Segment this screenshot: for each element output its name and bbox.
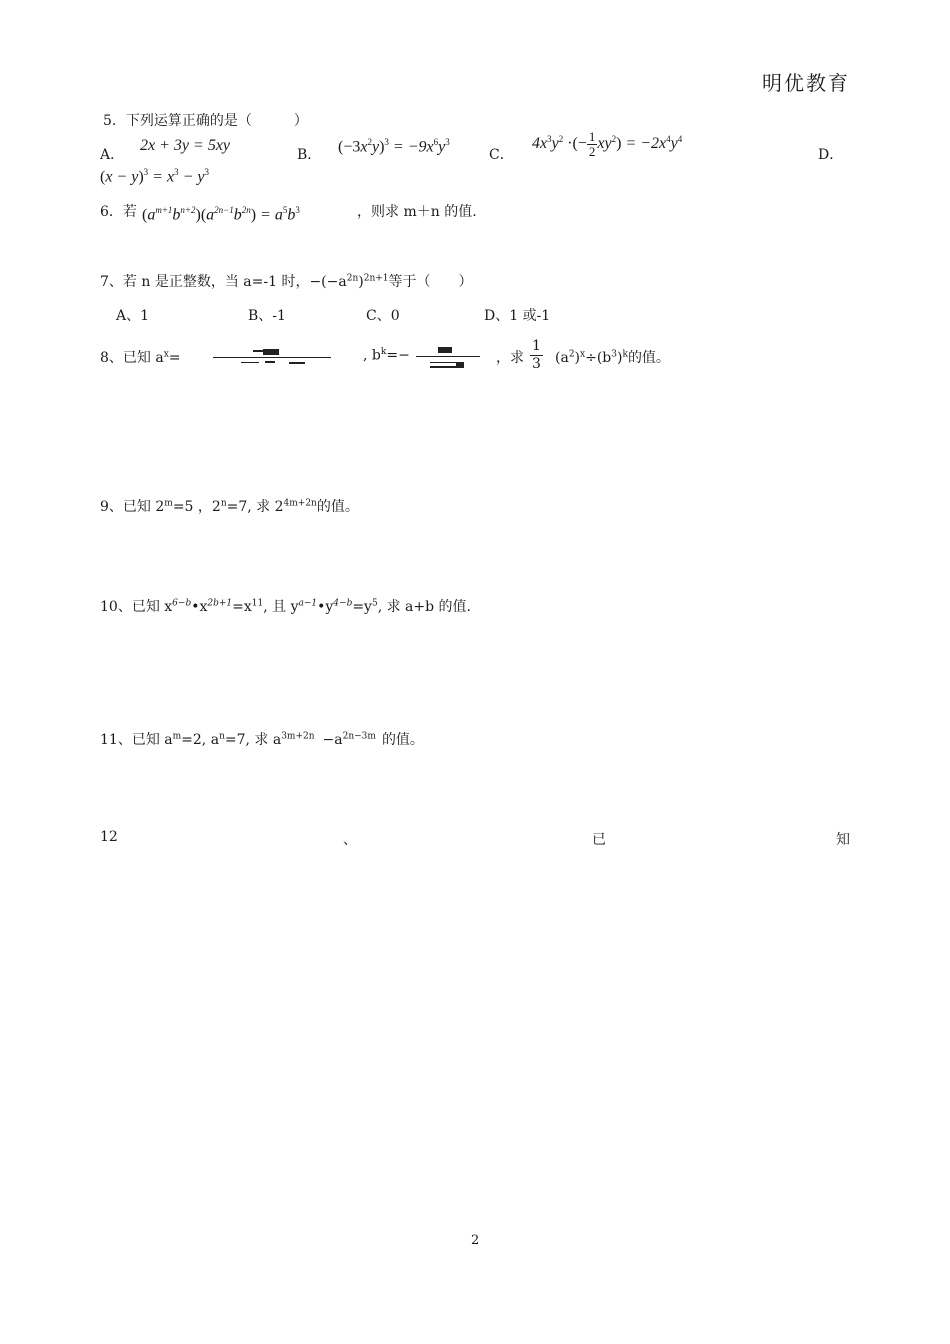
q8-prefix: 8、已知 $a^x=$ (100, 349, 181, 366)
q9-text: 9、已知 $2^m=5$ ，$2^n=7$, 求 $2^{4m+2n}$的值。 (100, 498, 359, 515)
q7-option-a: A、1 (116, 308, 150, 324)
q12-separator: 、 (343, 832, 357, 848)
q8-fraction: $\frac{1}{3}$ (532, 338, 541, 372)
q12-number: 12 (100, 829, 118, 845)
q5-option-a-formula: 2x + 3y = 5xy (140, 137, 231, 154)
q7-stem: 7、若 n 是正整数，当 a=-1 时，$-(-a^{2n})^{2n+1}$等于（ ） (100, 273, 473, 290)
q5-option-d-label: D． (818, 147, 844, 163)
q8-garbled-formula-b (416, 344, 480, 372)
q12-char-1: 已 (592, 832, 606, 848)
q12-char-2: 知 (836, 832, 850, 848)
header-brand: 明优教育 (762, 71, 850, 95)
q8-b-part: , $b^k=-$ (363, 347, 410, 364)
q5-option-d-formula: $(x - y)^3 = x^3 - y^3$ (100, 167, 209, 186)
q7-option-c: C、0 (366, 308, 400, 324)
q8-expression: $(a^2)^x\div(b^3)^k$的值。 (555, 349, 670, 366)
q7-option-b: B、-1 (248, 308, 286, 324)
q5-option-b-formula: $(-3x^2y)^3 = -9x^6y^3$ (338, 137, 450, 156)
q10-text: 10、已知 $x^{6-b}•x^{2b+1}=x^{11}$, 且 $y^{a-1}•y^{4-b}=y^5$, 求 a+b 的值. (100, 598, 471, 615)
q8-ask: ，求 (496, 350, 524, 366)
q5-option-b-label: B． (297, 147, 322, 163)
page-number: 2 (471, 1233, 480, 1248)
q6-suffix: ，则求 m＋n 的值. (357, 204, 477, 220)
q5-option-a-label: A． (100, 147, 125, 163)
q5-option-c-label: C． (489, 147, 514, 163)
q8-garbled-formula-a (213, 346, 331, 368)
q5-option-c-formula: $4x^3y^2$ ·(− $\frac{1}{2}$ $xy^2) = -2x^4y^4$ (532, 129, 683, 159)
q11-text: 11、已知 $a^m=2$, $a^n=7$, 求 $a^{3m+2n} -a^{2n-3m}$ 的值。 (100, 731, 424, 748)
q6-formula: $(a^{m+1}b^{n+2})(a^{2n-1}b^{2n}) = a^5b^3$ (142, 205, 300, 224)
q6-prefix: 6．若 (100, 204, 137, 220)
q5-stem: 5．下列运算正确的是（ ） (103, 113, 308, 129)
q7-option-d: D、1 或-1 (484, 308, 551, 324)
